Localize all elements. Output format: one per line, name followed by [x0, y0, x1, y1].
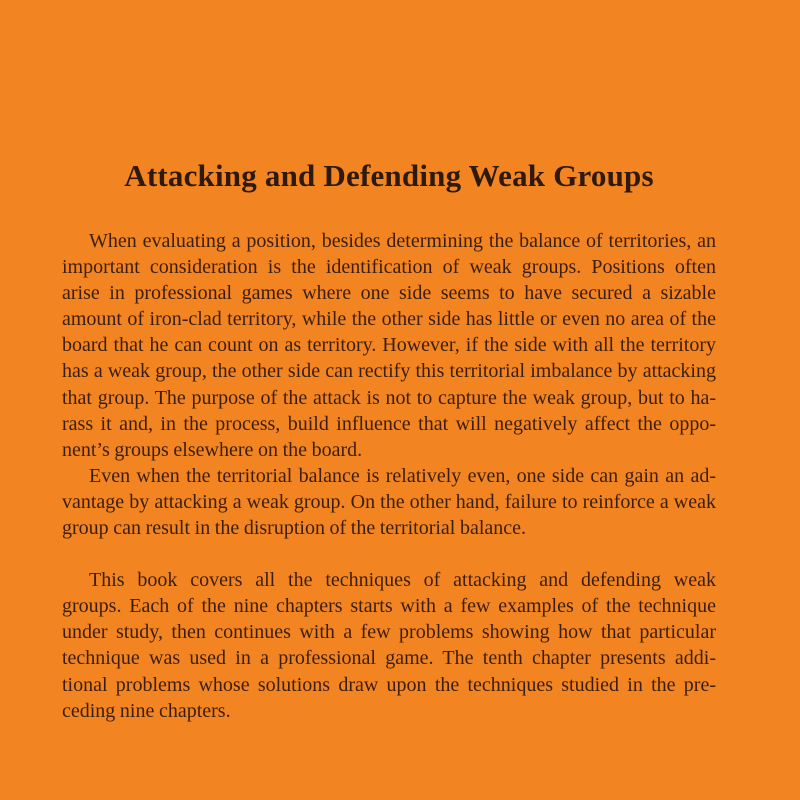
- text-line: important consideration is the identification of weak groups. Positions often: [62, 256, 716, 279]
- text-line: ceding nine chapters.: [62, 699, 231, 722]
- text-line: nent’s groups elsewhere on the board.: [62, 438, 363, 461]
- text-line: When evaluating a position, besides determining the balance of territories, an: [89, 230, 716, 252]
- text-line: amount of iron-clad territory, while the other side has little or even no area of the: [62, 308, 716, 331]
- text-line: rass it and, in the process, build influence that will negatively affect the oppo-: [62, 412, 716, 435]
- text-line: arise in professional games where one side seems to have secured a sizable: [62, 282, 716, 305]
- text-line: This book covers all the techniques of attacking and defending weak: [89, 569, 716, 592]
- text-line: tional problems whose solutions draw upon the techniques studied in the pre-: [62, 673, 716, 696]
- page-title: Attacking and Defending Weak Groups: [124, 158, 654, 193]
- paragraph: [62, 463, 716, 541]
- text-line: vantage by attacking a weak group. On the other hand, failure to reinforce a weak: [62, 490, 716, 513]
- paragraph: [62, 228, 716, 463]
- body-text: [62, 228, 716, 724]
- text-line: Even when the territorial balance is relatively even, one side can gain an ad-: [89, 464, 716, 487]
- text-line: that group. The purpose of the attack is not to capture the weak group, but to ha-: [62, 386, 716, 409]
- text-line: has a weak group, the other side can rectify this territorial imbalance by attacking: [62, 360, 716, 383]
- text-line: under study, then continues with a few problems showing how that particular: [62, 621, 716, 644]
- text-line: technique was used in a professional game. The tenth chapter presents addi-: [62, 647, 716, 670]
- text-line: group can result in the disruption of the territorial balance.: [62, 517, 527, 540]
- text-line: groups. Each of the nine chapters starts with a few examples of the technique: [62, 595, 716, 618]
- text-line: board that he can count on as territory. However, if the side with all the territory: [62, 334, 716, 357]
- paragraph: [62, 567, 716, 724]
